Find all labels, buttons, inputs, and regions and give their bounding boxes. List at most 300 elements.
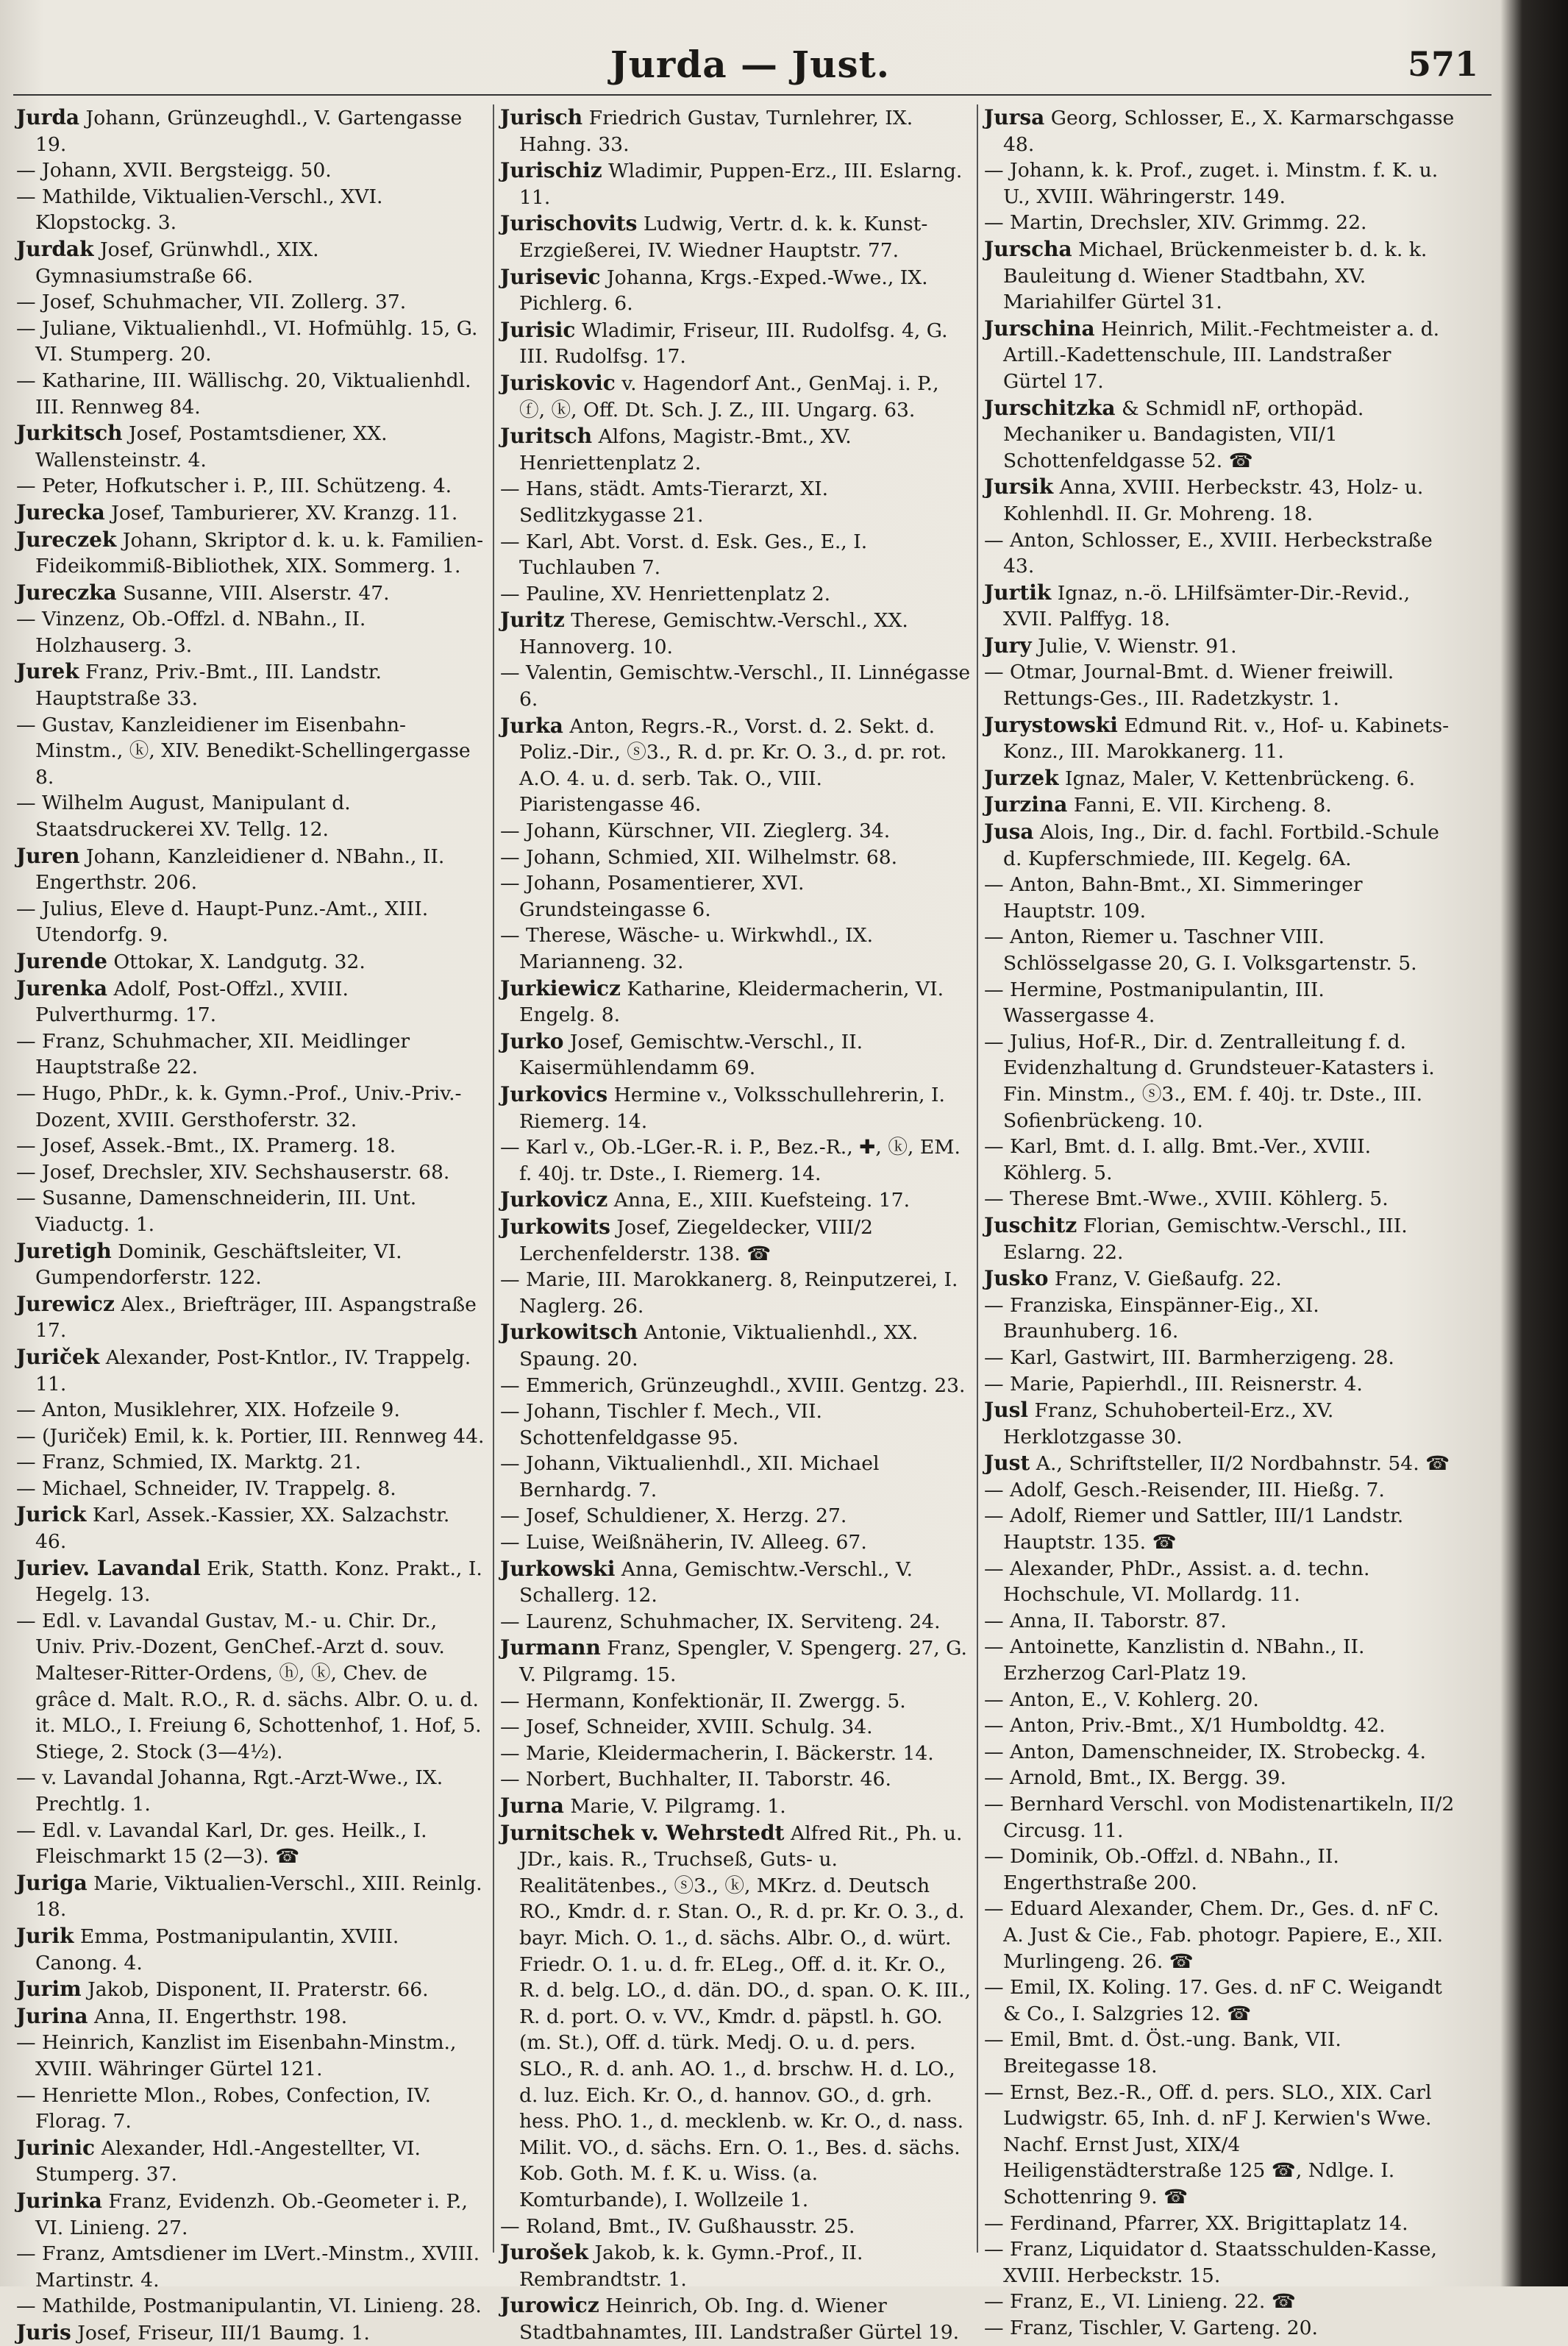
entry-surname: Juren xyxy=(16,843,80,868)
entry-surname: Jury xyxy=(984,633,1032,658)
entry-surname: Jurinic xyxy=(16,2135,96,2160)
entry-text: — Bernhard Verschl. von Modistenartikeln, II/2 Circusg. 11. xyxy=(984,1793,1455,1842)
entry-text: & Schmidl nF, orthopäd. Mechaniker u. Bandagisten, VII/1 Schottenfeldgasse 52. ☎ xyxy=(1003,397,1364,472)
entry-text: Josef, Tamburierer, XV. Kranzg. 11. xyxy=(104,501,458,525)
directory-entry xyxy=(500,1373,971,1399)
entry-surname: Jurošek xyxy=(500,2240,589,2265)
directory-entry xyxy=(16,368,487,420)
directory-entry xyxy=(16,1081,487,1133)
entry-text: — Edl. v. Lavandal Karl, Dr. ges. Heilk., I. Fleischmarkt 15 (2—3). ☎ xyxy=(16,1819,427,1869)
directory-entry xyxy=(984,1634,1455,1686)
column-3 xyxy=(984,104,1455,2339)
entry-text: Ignaz, Maler, V. Kettenbrückeng. 6. xyxy=(1058,767,1416,790)
entry-text: — Norbert, Buchhalter, II. Taborstr. 46. xyxy=(500,1768,891,1791)
entry-text: — Johann, Kürschner, VII. Zieglerg. 34. xyxy=(500,820,891,843)
directory-entry xyxy=(16,843,487,896)
entry-surname: Juriga xyxy=(16,1870,88,1895)
entry-text: Georg, Schlosser, E., X. Karmarschgasse 48. xyxy=(1003,107,1455,156)
entry-text: — Anton, Riemer u. Taschner VIII. Schlösselgasse 20, G. I. Volksgartenstr. 5. xyxy=(984,925,1417,975)
directory-entry xyxy=(984,474,1455,527)
entry-surname: Jurkovics xyxy=(500,1081,608,1106)
entry-text: Josef, Ziegeldecker, VIII/2 Lerchenfelderstr. 138. ☎ xyxy=(519,1215,873,1265)
directory-entry xyxy=(16,2135,487,2188)
entry-text: Anna, XVIII. Herbeckstr. 43, Holz- u. Kohlenhdl. II. Gr. Mohreng. 18. xyxy=(1003,476,1424,525)
directory-entry xyxy=(984,1450,1455,1477)
directory-entry xyxy=(984,210,1455,236)
entry-text: Dominik, Geschäftsleiter, VI. Gumpendorferstr. 122. xyxy=(35,1240,402,1290)
entry-text: — Roland, Bmt., IV. Gußhausstr. 25. xyxy=(500,2214,855,2238)
directory-entry xyxy=(500,607,971,660)
directory-entry xyxy=(500,845,971,871)
directory-entry xyxy=(16,104,487,157)
directory-entry xyxy=(984,1556,1455,1608)
directory-entry xyxy=(16,1185,487,1237)
directory-entry xyxy=(500,1081,971,1134)
entry-text: Jakob, k. k. Gymn.-Prof., II. Rembrandtstr. 1. xyxy=(519,2242,863,2291)
directory-entry xyxy=(16,790,487,842)
entry-surname: Jurnitschek v. Wehrstedt xyxy=(500,1820,785,1845)
entry-surname: Jurinka xyxy=(16,2188,102,2213)
entry-text: Ottokar, X. Landgutg. 32. xyxy=(107,950,366,973)
directory-entry xyxy=(16,473,487,500)
directory-entry xyxy=(500,1556,971,1609)
entry-surname: Jurisic xyxy=(500,317,576,342)
entry-text: — Anton, E., V. Kohlerg. 20. xyxy=(984,1688,1259,1711)
directory-entry xyxy=(500,2214,971,2240)
entry-text: Alex., Briefträger, III. Aspangstraße 17. xyxy=(35,1293,477,1343)
entry-surname: Jurmann xyxy=(500,1635,601,1660)
directory-entry xyxy=(500,1451,971,1503)
directory-entry xyxy=(16,1870,487,1923)
directory-entry xyxy=(16,420,487,473)
entry-surname: Jurik xyxy=(16,1923,74,1948)
entry-text: — Susanne, Damenschneiderin, III. Unt. Viaductg. 1. xyxy=(16,1187,417,1236)
entry-text: Adolf, Post-Offzl., XVIII. Pulverthurmg. 17. xyxy=(35,977,349,1027)
entry-text: — Julius, Hof-R., Dir. d. Zentralleitung f. d. Evidenzhaltung d. Grundsteuer-Katasters i. Fin. Minstm., ⓢ3., EM. f. 40j. tr. Dste., III. Sofienbrückeng. 10. xyxy=(984,1030,1435,1132)
entry-text: — Karl, Abt. Vorst. d. Esk. Ges., E., I. Tuchlauben 7. xyxy=(500,530,868,580)
entry-text: Franz, Schuhoberteil-Erz., XV. Herklotzgasse 30. xyxy=(1003,1399,1334,1449)
entry-text: — Eduard Alexander, Chem. Dr., Ges. d. nF C. A. Just & Cie., Fab. photogr. Papiere, E., XII. Murlingeng. 26. ☎ xyxy=(984,1897,1444,1973)
entry-text: — Heinrich, Kanzlist im Eisenbahn-Minstm., XVIII. Währinger Gürtel 121. xyxy=(16,2031,457,2080)
entry-text: v. Hagendorf Ant., GenMaj. i. P., ⓕ, ⓚ, Off. Dt. Sch. J. Z., III. Ungarg. 63. xyxy=(519,372,939,422)
directory-entry xyxy=(16,2003,487,2030)
entry-text: Marie, Viktualien-Verschl., XIII. Reinlg. 18. xyxy=(35,1872,482,1922)
entry-text: — (Juriček) Emil, k. k. Portier, III. Rennweg 44. xyxy=(16,1424,485,1448)
directory-entry xyxy=(500,1187,971,1214)
entry-surname: Jurecka xyxy=(16,500,105,525)
directory-entry xyxy=(500,1529,971,1556)
entry-text: Anna, II. Engerthstr. 198. xyxy=(88,2005,348,2028)
entry-text: — Franz, Amtsdiener im LVert.-Minstm., XVIII. Martinstr. 4. xyxy=(16,2242,480,2292)
entry-text: Josef, Friseur, III/1 Baumg. 1. xyxy=(71,2321,370,2345)
directory-entry xyxy=(984,2080,1455,2211)
directory-entry xyxy=(984,2289,1455,2315)
entry-text: — Josef, Schuldiener, X. Herzg. 27. xyxy=(500,1504,847,1528)
directory-entry xyxy=(16,289,487,316)
page-title: Jurda — Just. xyxy=(610,43,891,86)
entry-text: Wladimir, Puppen-Erz., III. Eslarng. 11. xyxy=(519,160,963,209)
entry-text: Julie, V. Wienstr. 91. xyxy=(1031,634,1237,658)
directory-entry xyxy=(984,659,1455,711)
entry-text: — v. Lavandal Johanna, Rgt.-Arzt-Wwe., IX. Prechtlg. 1. xyxy=(16,1766,443,1816)
directory-entry xyxy=(984,1974,1455,2027)
entry-text: Alfons, Magistr.-Bmt., XV. Henriettenplatz 2. xyxy=(519,425,852,474)
entry-text: — Franz, Schuhmacher, XII. Meidlinger Hauptstraße 22. xyxy=(16,1029,410,1079)
entry-surname: Jurtik xyxy=(984,580,1052,605)
entry-text: — Therese, Wäsche- u. Wirkwhdl., IX. Marianneng. 32. xyxy=(500,924,874,973)
directory-entry xyxy=(16,948,487,975)
entry-surname: Jusa xyxy=(984,820,1034,845)
directory-entry xyxy=(984,104,1455,157)
directory-entry xyxy=(984,1608,1455,1635)
directory-entry xyxy=(984,1739,1455,1766)
entry-surname: Jurkovicz xyxy=(500,1187,608,1212)
entry-surname: Jurende xyxy=(16,949,107,973)
directory-entry xyxy=(500,870,971,923)
directory-entry xyxy=(984,1134,1455,1186)
entry-surname: Jurowicz xyxy=(500,2293,599,2318)
directory-entry xyxy=(500,1635,971,1688)
directory-entry xyxy=(984,1371,1455,1398)
directory-entry xyxy=(16,1291,487,1344)
entry-text: — Juliane, Viktualienhdl., VI. Hofmühlg. 15, G. VI. Stumperg. 20. xyxy=(16,316,478,366)
entry-surname: Jurzina xyxy=(984,792,1068,817)
directory-entry xyxy=(16,712,487,791)
entry-text: — Josef, Assek.-Bmt., IX. Pramerg. 18. xyxy=(16,1134,396,1158)
entry-text: — Franziska, Einspänner-Eig., XI. Braunhuberg. 16. xyxy=(984,1293,1319,1343)
entry-text: Susanne, VIII. Alserstr. 47. xyxy=(116,581,390,605)
directory-entry xyxy=(16,1476,487,1502)
entry-text: — Anton, Priv.-Bmt., X/1 Humboldtg. 42. xyxy=(984,1714,1386,1738)
directory-entry xyxy=(984,580,1455,633)
directory-entry xyxy=(16,896,487,948)
directory-entry xyxy=(500,476,971,528)
entry-surname: Jurkowitsch xyxy=(500,1320,638,1345)
entry-surname: Jurewicz xyxy=(16,1291,115,1316)
entry-text: Johann, Grünzeughdl., V. Gartengasse 19. xyxy=(35,107,463,156)
directory-entry xyxy=(16,580,487,607)
entry-text: — Mathilde, Postmanipulantin, VI. Linieng. 28. xyxy=(16,2295,482,2318)
entry-text: — Karl v., Ob.-LGer.-R. i. P., Bez.-R., ✚, ⓚ, EM. f. 40j. tr. Dste., I. Riemerg. 14. xyxy=(500,1136,961,1185)
page-number: 571 xyxy=(1407,44,1478,84)
directory-entry xyxy=(984,1765,1455,1791)
entry-text: — Johann, k. k. Prof., zuget. i. Minstm. f. K. u. U., XVIII. Währingerstr. 149. xyxy=(984,159,1439,208)
entry-text: Johanna, Krgs.-Exped.-Wwe., IX. Pichlerg. 6. xyxy=(519,266,928,316)
directory-entry xyxy=(16,2320,487,2346)
entry-text: Alois, Ing., Dir. d. fachl. Fortbild.-Schule d. Kupferschmiede, III. Kegelg. 6A. xyxy=(1003,821,1439,870)
entry-surname: Jurscha xyxy=(984,236,1072,261)
directory-entry xyxy=(500,1688,971,1715)
entry-text: — Alexander, PhDr., Assist. a. d. techn. Hochschule, VI. Mollardg. 11. xyxy=(984,1557,1370,1607)
entry-text: Johann, Skriptor d. k. u. k. Familien-Fideikommiß-Bibliothek, XIX. Sommerg. 1. xyxy=(35,528,484,578)
entry-text: — Otmar, Journal-Bmt. d. Wiener freiwill. Rettungs-Ges., III. Radetzkystr. 1. xyxy=(984,661,1394,711)
directory-entry xyxy=(16,1923,487,1976)
entry-text: Edmund Rit. v., Hof- u. Kabinets-Konz., III. Marokkanerg. 11. xyxy=(1003,714,1450,764)
entry-text: Erik, Statth. Konz. Prakt., I. Hegelg. 13. xyxy=(35,1557,482,1607)
entry-text: Alexander, Post-Kntlor., IV. Trappelg. 11. xyxy=(35,1346,471,1396)
entry-surname: Jurkowski xyxy=(500,1556,616,1581)
directory-entry xyxy=(16,1555,487,1608)
entry-text: Anna, Gemischtw.-Verschl., V. Schallerg. 12. xyxy=(519,1557,913,1607)
entry-text: Marie, V. Pilgramg. 1. xyxy=(563,1795,786,1818)
directory-entry xyxy=(500,1319,971,1372)
entry-text: — Johann, XVII. Bergsteigg. 50. xyxy=(16,159,332,182)
entry-text: Franz, Priv.-Bmt., III. Landstr. Hauptstraße 33. xyxy=(35,661,382,711)
directory-entry xyxy=(984,316,1455,395)
entry-surname: Juriskovic xyxy=(500,370,616,395)
entry-text: — Antoinette, Kanzlistin d. NBahn., II. Erzherzog Carl-Platz 19. xyxy=(984,1635,1365,1685)
entry-text: — Anton, Musiklehrer, XIX. Hofzeile 9. xyxy=(16,1398,400,1422)
entry-surname: Jurisch xyxy=(500,105,583,129)
directory-entry xyxy=(500,1741,971,1767)
directory-entry xyxy=(16,1133,487,1159)
entry-surname: Juris xyxy=(16,2320,71,2345)
entry-text: — Anton, Schlosser, E., XVIII. Herbeckstraße 43. xyxy=(984,528,1433,578)
directory-entry xyxy=(984,1896,1455,1974)
entry-text: — Ernst, Bez.-R., Off. d. pers. SLO., XIX. Carl Ludwigstr. 65, Inh. d. nF J. Kerwien's Wwe. Nachf. Ernst Just, XIX/4 Heiligenstädterstraße 125 ☎, Ndlge. I. Schottenring 9. ☎ xyxy=(984,2080,1432,2208)
directory-entry xyxy=(16,1608,487,1766)
directory-entry xyxy=(16,2293,487,2320)
entry-text: — Ferdinand, Pfarrer, XX. Brigittaplatz 14. xyxy=(984,2211,1408,2235)
directory-entry xyxy=(16,2188,487,2241)
entry-text: — Emil, IX. Koling. 17. Ges. d. nF C. Weigandt & Co., I. Salzgries 12. ☎ xyxy=(984,1976,1442,2025)
entry-text: — Emmerich, Grünzeughdl., XVIII. Gentzg. 23. xyxy=(500,1373,966,1397)
entry-surname: Jurischiz xyxy=(500,158,602,183)
directory-entry xyxy=(500,104,971,157)
entry-text: — Luise, Weißnäherin, IV. Alleeg. 67. xyxy=(500,1531,867,1554)
entry-text: Florian, Gemischtw.-Verschl., III. Eslarng. 22. xyxy=(1003,1214,1408,1264)
entry-text: — Johann, Schmied, XII. Wilhelmstr. 68. xyxy=(500,845,898,869)
directory-entry xyxy=(500,529,971,581)
entry-surname: Jurka xyxy=(500,713,563,738)
directory-entry xyxy=(984,924,1455,976)
entry-text: — Peter, Hofkutscher i. P., III. Schützeng. 4. xyxy=(16,474,452,498)
directory-entry xyxy=(500,1609,971,1635)
column-1 xyxy=(16,104,487,2345)
entry-text: — Laurenz, Schuhmacher, IX. Serviteng. 24. xyxy=(500,1610,941,1633)
entry-surname: Juriček xyxy=(16,1344,100,1369)
entry-surname: Jursik xyxy=(984,474,1054,500)
entry-text: — Franz, Tischler, V. Garteng. 20. xyxy=(984,2316,1319,2339)
entry-surname: Jurdak xyxy=(16,236,94,261)
entry-text: — Josef, Drechsler, XIV. Sechshauserstr. 68. xyxy=(16,1160,450,1184)
entry-text: — Wilhelm August, Manipulant d. Staatsdruckerei XV. Tellg. 12. xyxy=(16,792,351,842)
entry-text: — Franz, Schmied, IX. Marktg. 21. xyxy=(16,1451,361,1474)
directory-entry xyxy=(16,1765,487,1817)
entry-surname: Jurick xyxy=(16,1502,87,1527)
directory-entry xyxy=(16,1423,487,1450)
entry-text: A., Schriftsteller, II/2 Nordbahnstr. 54. ☎ xyxy=(1030,1452,1450,1476)
entry-text: — Franz, E., VI. Linieng. 22. ☎ xyxy=(984,2290,1296,2314)
entry-text: Jakob, Disponent, II. Praterstr. 66. xyxy=(81,1978,429,2002)
entry-text: Michael, Brückenmeister b. d. k. k. Bauleitung d. Wiener Stadtbahn, XV. Mariahilfer Gürtel 31. xyxy=(1003,238,1428,314)
entry-text: Franz, V. Gießaufg. 22. xyxy=(1048,1268,1282,1291)
entry-surname: Jurschitzka xyxy=(984,395,1116,420)
entry-surname: Jurna xyxy=(500,1794,564,1818)
directory-entry xyxy=(500,2239,971,2292)
entry-surname: Jurkiewicz xyxy=(500,975,621,1000)
entry-text: — Anton, Bahn-Bmt., XI. Simmeringer Hauptstr. 109. xyxy=(984,873,1363,923)
entry-text: Ludwig, Vertr. d. k. k. Kunst-Erzgießerei, IV. Wiedner Hauptstr. 77. xyxy=(519,213,928,262)
directory-entry xyxy=(500,581,971,608)
entry-surname: Juritz xyxy=(500,608,565,633)
directory-entry xyxy=(16,1397,487,1423)
entry-surname: Jurkowits xyxy=(500,1214,610,1239)
directory-entry xyxy=(16,2030,487,2082)
entry-text: — Franz, Liquidator d. Staatsschulden-Kasse, XVIII. Herbeckstr. 15. xyxy=(984,2238,1437,2287)
entry-text: — Katharine, III. Wällischg. 20, Viktualienhdl. III. Rennweg 84. xyxy=(16,369,471,419)
directory-entry xyxy=(500,1714,971,1741)
entry-text: Alfred Rit., Ph. u. JDr., kais. R., Truchseß, Guts- u. Realitätenbes., ⓢ3., ⓚ, MKrz. d. Deutsch RO., Kmdr. d. r. Stan. O., R. d. pr. Kr. O. 3., d. bayr. Mich. O. 1., d. sächs. Albr. O., d. würt. Friedr. O. 1. u. d. fr. ELeg., Off. d. it. Kr. O., R. d. belg. LO., d. dän. DO., d. span. O. K. III., R. d. port. O. v. VV., Kmdr. d. päpstl. h. GO. (m. St.), Off. d. türk. Medj. O. u. d. pers. SLO., R. d. anh. AO. 1., d. brschw. H. d. LO., d. luz. Eich. Kr. O., d. hannov. GO., d. grh. hess. PhO. 1., d. mecklenb. w. Kr. O., d. nass. Milit. VO., d. sächs. Ern. O. 1., Bes. d. sächs. Kob. Goth. M. f. K. u. Wiss. (a. Komturbande), I. Wollzeile 1. xyxy=(519,1821,971,2211)
directory-entry xyxy=(500,1793,971,1820)
entry-surname: Jurina xyxy=(16,2003,88,2028)
entry-text: Heinrich, Ob. Ing. d. Wiener Stadtbahnamtes, III. Landstraßer Gürtel 19. xyxy=(519,2295,960,2344)
entry-text: — Johann, Posamentierer, XVI. Grundsteingasse 6. xyxy=(500,872,805,921)
directory-entry xyxy=(984,1212,1455,1265)
directory-entry xyxy=(984,2236,1455,2289)
entry-surname: Jurenka xyxy=(16,975,108,1000)
entry-text: Katharine, Kleidermacherin, VI. Engelg. 8. xyxy=(519,977,944,1027)
directory-entry xyxy=(500,317,971,370)
header-rule xyxy=(13,94,1492,96)
entry-text: — Marie, Papierhdl., III. Reisnerstr. 4. xyxy=(984,1372,1363,1396)
entry-surname: Juriev. Lavandal xyxy=(16,1555,201,1580)
directory-entry xyxy=(16,2083,487,2135)
entry-text: — Michael, Schneider, IV. Trappelg. 8. xyxy=(16,1476,396,1500)
directory-entry xyxy=(16,316,487,368)
directory-entry xyxy=(984,1844,1455,1896)
directory-entry xyxy=(984,633,1455,660)
entry-surname: Jurischovits xyxy=(500,211,638,236)
directory-entry xyxy=(500,1214,971,1267)
entry-text: — Arnold, Bmt., IX. Bergg. 39. xyxy=(984,1766,1286,1790)
entry-text: — Adolf, Gesch.-Reisender, III. Hießg. 7. xyxy=(984,1478,1385,1501)
directory-entry xyxy=(500,210,971,263)
entry-surname: Jusl xyxy=(984,1398,1029,1423)
entry-text: — Martin, Drechsler, XIV. Grimmg. 22. xyxy=(984,211,1367,235)
entry-text: — Karl, Gastwirt, III. Barmherzigeng. 28. xyxy=(984,1346,1394,1369)
entry-text: — Dominik, Ob.-Offzl. d. NBahn., II. Engerthstraße 200. xyxy=(984,1845,1339,1894)
directory-entry xyxy=(984,1345,1455,1371)
directory-entry xyxy=(16,184,487,236)
entry-surname: Jurkitsch xyxy=(16,421,123,446)
entry-text: — Gustav, Kanzleidiener im Eisenbahn-Minstm., ⓚ, XIV. Benedikt-Schellingergasse 8. xyxy=(16,713,471,789)
entry-surname: Jurzek xyxy=(984,765,1059,790)
entry-text: — Anton, Damenschneider, IX. Strobeckg. 4. xyxy=(984,1740,1426,1763)
directory-entry xyxy=(500,370,971,423)
entry-text: — Marie, Kleidermacherin, I. Bäckerstr. 14. xyxy=(500,1741,934,1765)
entry-text: — Henriette Mlon., Robes, Confection, IV. Florag. 7. xyxy=(16,2083,431,2133)
entry-surname: Just xyxy=(984,1451,1030,1476)
directory-entry xyxy=(16,1818,487,1870)
directory-entry xyxy=(16,1344,487,1397)
directory-entry xyxy=(984,236,1455,316)
entry-text: Alexander, Hdl.-Angestellter, VI. Stumperg. 37. xyxy=(35,2136,421,2186)
directory-entry xyxy=(500,660,971,712)
entry-text: Wladimir, Friseur, III. Rudolfsg. 4, G. III. Rudolfsg. 17. xyxy=(519,319,948,369)
directory-entry xyxy=(500,423,971,476)
directory-entry xyxy=(16,1238,487,1291)
entry-text: — Johann, Viktualienhdl., XII. Michael Bernhardg. 7. xyxy=(500,1452,880,1501)
directory-entry xyxy=(16,1028,487,1081)
directory-entry xyxy=(16,1449,487,1476)
entry-text: Antonie, Viktualienhdl., XX. Spaung. 20. xyxy=(519,1321,919,1371)
entry-surname: Jurda xyxy=(16,105,80,129)
entry-text: — Hermine, Postmanipulantin, III. Wassergasse 4. xyxy=(984,978,1325,1028)
directory-entry xyxy=(984,1503,1455,1555)
directory-entry xyxy=(16,1501,487,1554)
directory-entry xyxy=(500,1398,971,1451)
entry-text: — Emil, Bmt. d. Öst.-ung. Bank, VII. Breitegasse 18. xyxy=(984,2028,1341,2077)
directory-entry xyxy=(500,818,971,845)
entry-text: Friedrich Gustav, Turnlehrer, IX. Hahng. 33. xyxy=(519,107,913,156)
entry-text: Josef, Gemischtw.-Verschl., II. Kaisermühlendamm 69. xyxy=(519,1030,863,1080)
entry-surname: Jursa xyxy=(984,105,1045,129)
directory-entry xyxy=(984,872,1455,924)
directory-entry xyxy=(500,1766,971,1793)
directory-entry xyxy=(16,606,487,658)
directory-entry xyxy=(984,1397,1455,1450)
entry-text: Fanni, E. VII. Kircheng. 8. xyxy=(1067,794,1332,817)
entry-surname: Jurschina xyxy=(984,316,1095,341)
directory-entry xyxy=(500,1503,971,1529)
directory-entry xyxy=(984,1791,1455,1844)
entry-text: Hermine v., Volksschullehrerin, I. Riemerg. 14. xyxy=(519,1083,945,1133)
directory-entry xyxy=(984,157,1455,210)
entry-text: Franz, Spengler, V. Spengerg. 27, G. V. Pilgramg. 15. xyxy=(519,1637,967,1687)
entry-text: Johann, Kanzleidiener d. NBahn., II. Engerthstr. 206. xyxy=(35,845,445,895)
directory-entry xyxy=(16,2241,487,2293)
column-2 xyxy=(500,104,971,2344)
entry-surname: Jurim xyxy=(16,1977,82,2002)
directory-entry xyxy=(500,1134,971,1187)
entry-text: — Edl. v. Lavandal Gustav, M.- u. Chir. Dr., Univ. Priv.-Dozent, GenChef.-Arzt d. souv. Malteser-Ritter-Ordens, ⓗ, ⓚ, Chev. de grâce d. Malt. R.O., R. d. sächs. Albr. O. u. d. it. MLO., I. Freiung 6, Schottenhof, 1. Hof, 5. Stiege, 2. Stock (3—4½). xyxy=(16,1609,482,1763)
entry-text: — Josef, Schuhmacher, VII. Zollerg. 37. xyxy=(16,291,407,314)
entry-surname: Juschitz xyxy=(984,1212,1077,1237)
column-divider xyxy=(977,104,978,2253)
entry-surname: Jureczka xyxy=(16,580,117,605)
directory-entry xyxy=(984,819,1455,872)
directory-entry xyxy=(500,157,971,210)
entry-text: Anton, Regrs.-R., Vorst. d. 2. Sekt. d. Poliz.-Dir., ⓢ3., R. d. pr. Kr. O. 3., d. pr. rot. A.O. 4. u. d. serb. Tak. O., VIII. Piaristengasse 46. xyxy=(519,714,947,817)
directory-entry xyxy=(984,1293,1455,1345)
entry-text: — Anna, II. Taborstr. 87. xyxy=(984,1609,1227,1632)
directory-entry xyxy=(984,527,1455,580)
directory-entry xyxy=(984,2315,1455,2342)
directory-entry xyxy=(984,765,1455,792)
directory-entry xyxy=(16,1976,487,2003)
entry-text: — Mathilde, Viktualien-Verschl., XVI. Klopstockg. 3. xyxy=(16,185,383,235)
directory-entry xyxy=(984,1713,1455,1739)
directory-entry xyxy=(984,792,1455,819)
directory-entry xyxy=(984,395,1455,474)
entry-text: — Johann, Tischler f. Mech., VII. Schottenfeldgasse 95. xyxy=(500,1400,823,1449)
entry-text: — Vinzenz, Ob.-Offzl. d. NBahn., II. Holzhauserg. 3. xyxy=(16,608,366,657)
entry-text: Franz, Evidenzh. Ob.-Geometer i. P., VI. Linieng. 27. xyxy=(35,2189,468,2239)
entry-surname: Jurisevic xyxy=(500,264,601,289)
entry-text: — Josef, Schneider, XVIII. Schulg. 34. xyxy=(500,1716,873,1739)
entry-surname: Juritsch xyxy=(500,424,593,449)
entry-surname: Jurko xyxy=(500,1028,564,1053)
directory-entry xyxy=(984,2027,1455,2079)
page-header xyxy=(0,43,1500,94)
entry-text: Anna, E., XIII. Kuefsteing. 17. xyxy=(607,1189,910,1212)
entry-surname: Juretigh xyxy=(16,1238,112,1263)
entry-text: — Hermann, Konfektionär, II. Zwergg. 5. xyxy=(500,1689,906,1713)
entry-surname: Jurek xyxy=(16,659,79,684)
directory-entry xyxy=(16,500,487,527)
directory-entry xyxy=(500,264,971,317)
